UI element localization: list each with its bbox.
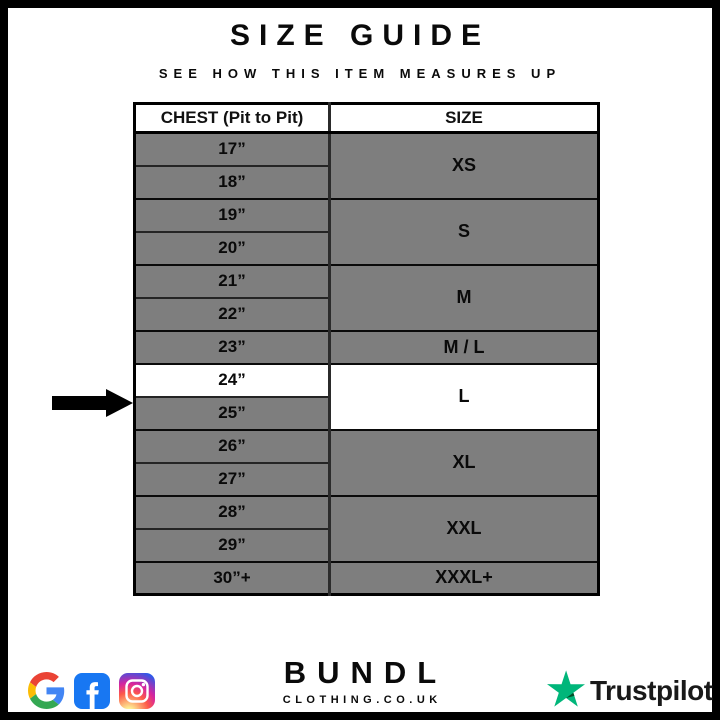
size-table	[133, 102, 600, 596]
table-row	[135, 265, 599, 298]
trustpilot-label: Trustpilot	[590, 675, 713, 706]
trustpilot-logo[interactable]	[547, 670, 713, 712]
page-subtitle: SEE HOW THIS ITEM MEASURES UP	[158, 66, 562, 81]
chest-cell: 17”	[135, 133, 330, 166]
table-row	[135, 496, 599, 529]
chest-cell: 28”	[135, 496, 330, 529]
size-cell: L	[330, 364, 599, 430]
table-row	[135, 562, 599, 595]
chest-cell: 26”	[135, 430, 330, 463]
table-row	[135, 199, 599, 232]
table-row	[135, 331, 599, 364]
table-row	[135, 364, 599, 397]
table-row	[135, 430, 599, 463]
selected-size-arrow-icon	[52, 389, 132, 417]
chest-cell: 20”	[135, 232, 330, 265]
size-cell: XL	[330, 430, 599, 496]
size-cell: XXXL+	[330, 562, 599, 595]
table-header-row	[135, 104, 599, 133]
chest-cell: 30”+	[135, 562, 330, 595]
chest-cell: 29”	[135, 529, 330, 562]
chest-column-header: CHEST (Pit to Pit)	[135, 104, 330, 133]
arrow-head	[106, 389, 133, 417]
chest-cell: 21”	[135, 265, 330, 298]
chest-cell: 19”	[135, 199, 330, 232]
size-cell: XS	[330, 133, 599, 199]
brand-name: BUNDL	[283, 655, 448, 690]
chest-cell: 24”	[135, 364, 330, 397]
chest-cell: 18”	[135, 166, 330, 199]
chest-cell: 25”	[135, 397, 330, 430]
brand-domain: CLOTHING.CO.UK	[282, 694, 442, 706]
size-column-header: SIZE	[330, 104, 599, 133]
trustpilot-star-icon	[547, 670, 585, 712]
size-cell: XXL	[330, 496, 599, 562]
arrow-shaft	[52, 396, 107, 410]
table-row	[135, 133, 599, 166]
size-cell: M / L	[330, 331, 599, 364]
size-cell: M	[330, 265, 599, 331]
size-cell: S	[330, 199, 599, 265]
chest-cell: 23”	[135, 331, 330, 364]
chest-cell: 22”	[135, 298, 330, 331]
chest-cell: 27”	[135, 463, 330, 496]
page-title: SIZE GUIDE	[229, 19, 491, 52]
header	[8, 8, 712, 81]
